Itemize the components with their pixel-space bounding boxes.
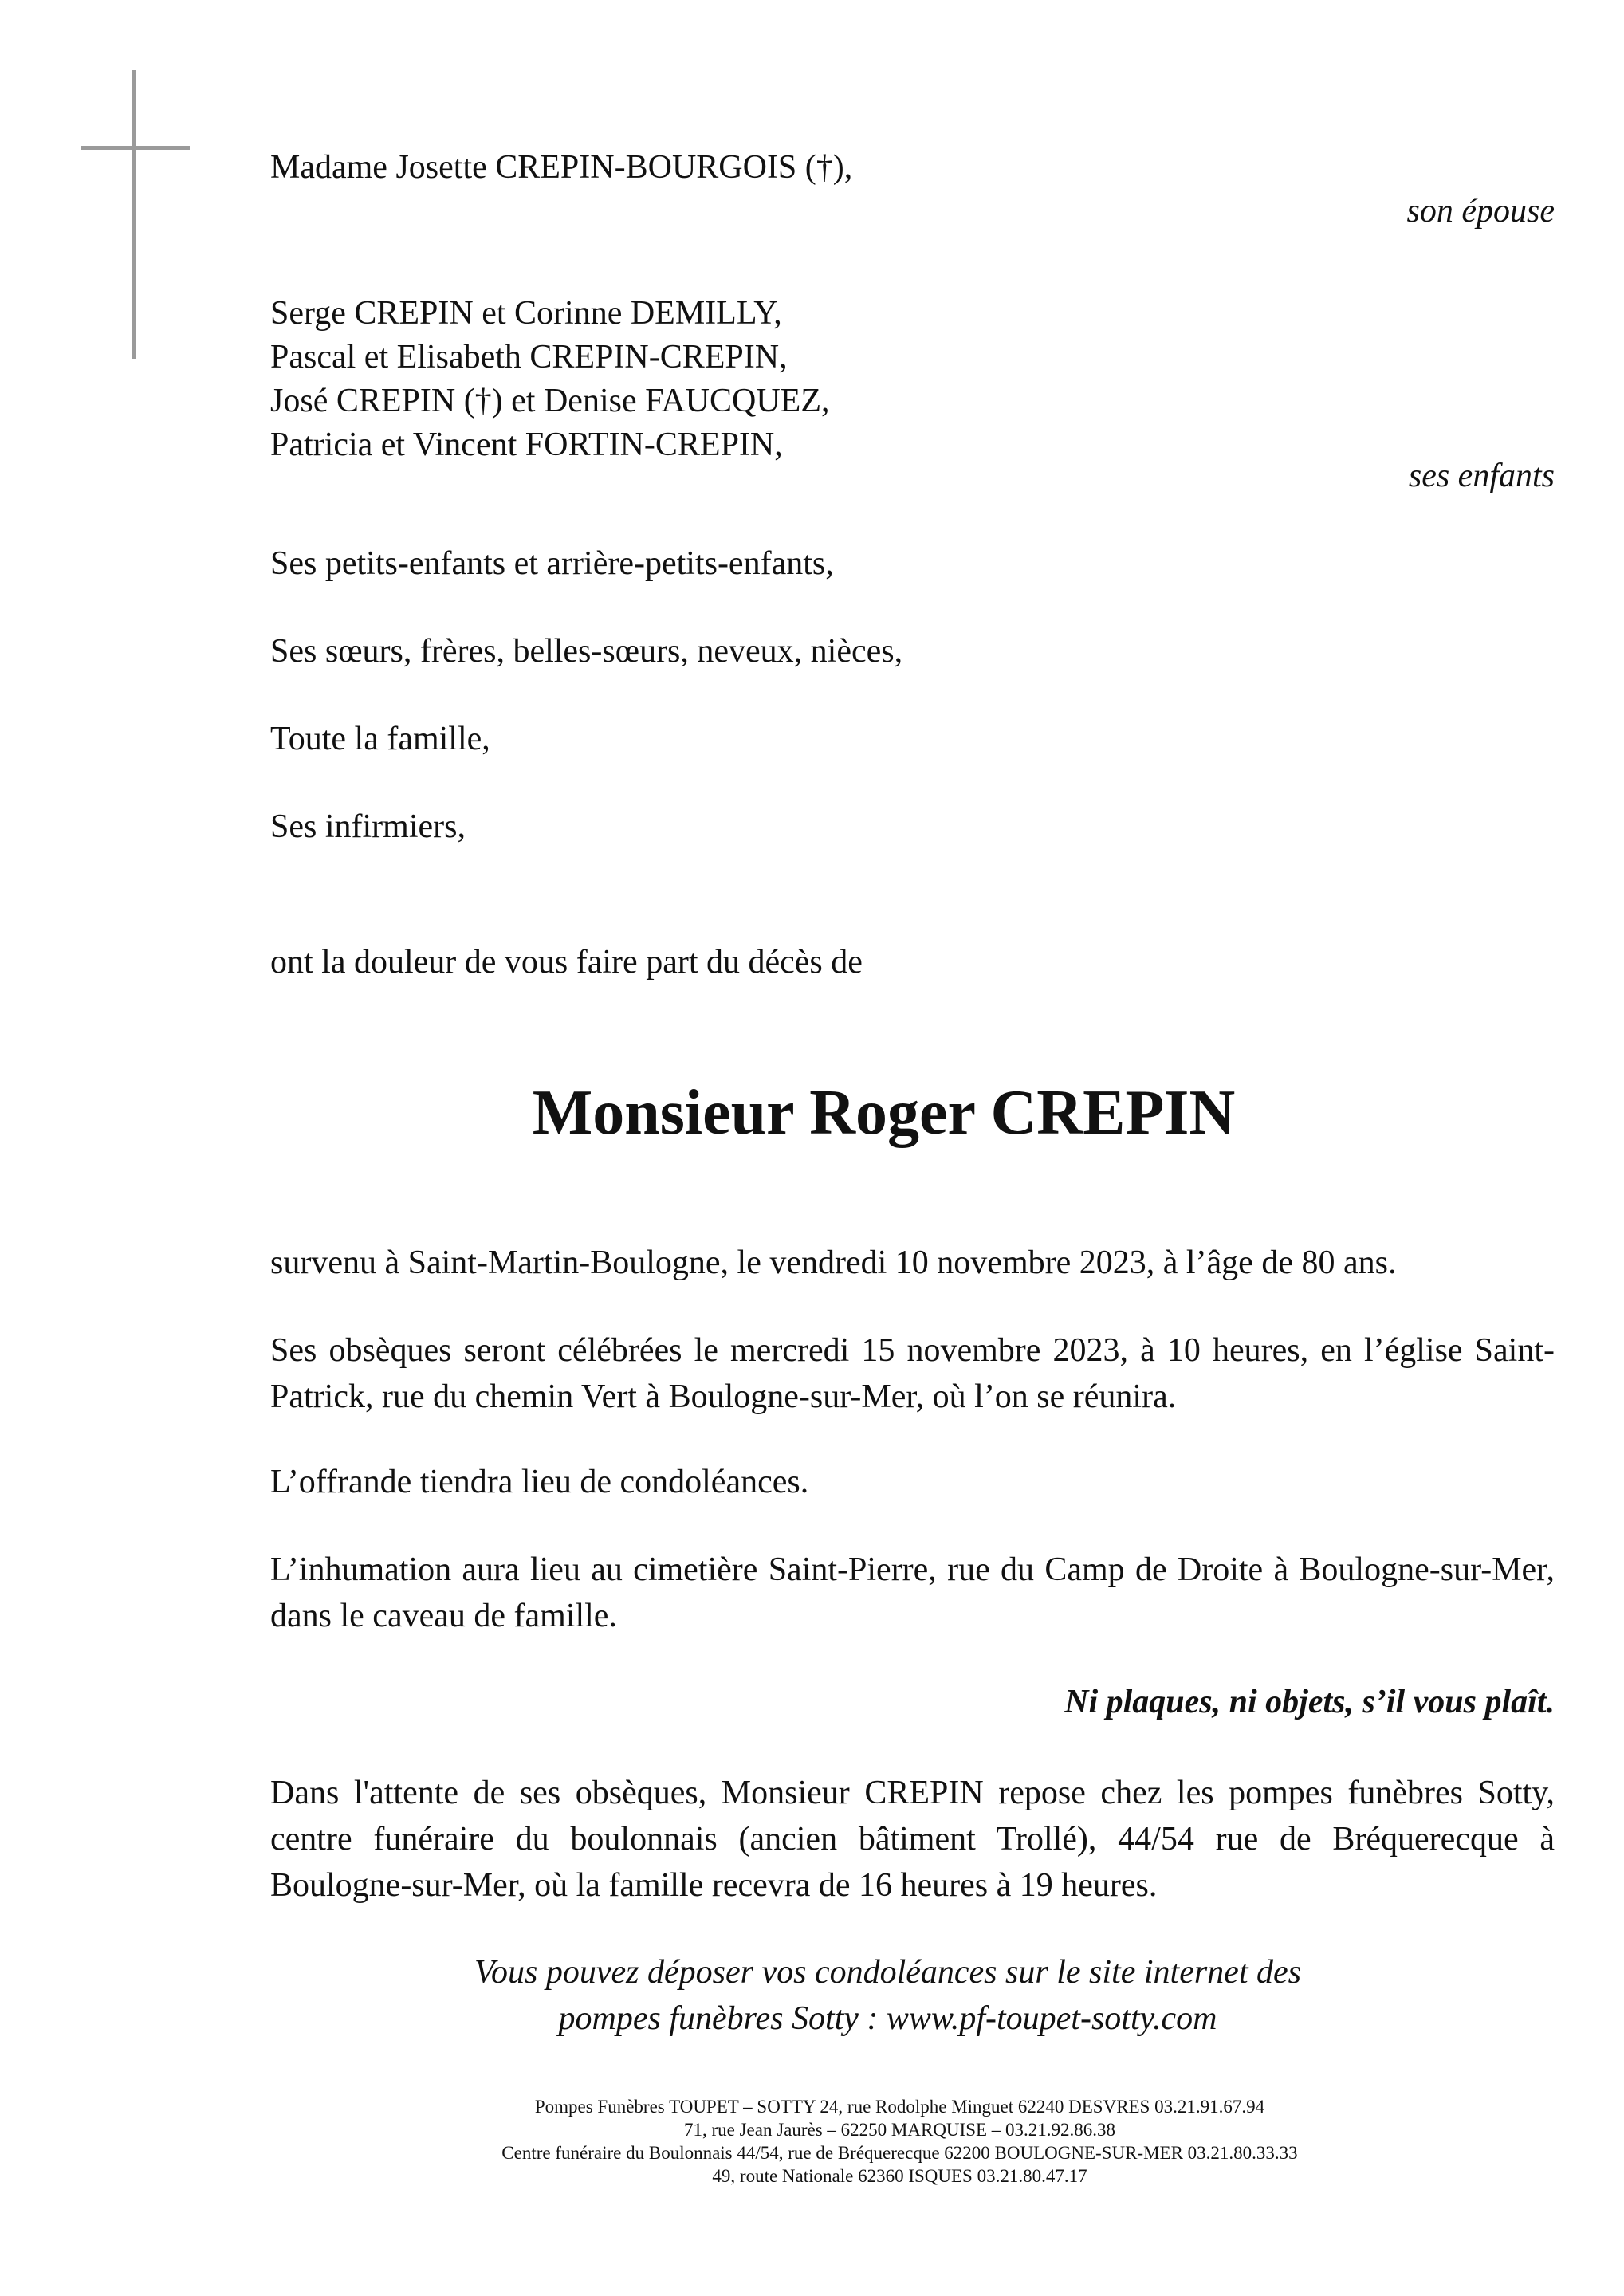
- cross-vertical: [132, 70, 136, 359]
- cross-horizontal: [81, 146, 190, 150]
- footer-line: Pompes Funèbres TOUPET – SOTTY 24, rue Rodolphe Minguet 62240 DESVRES 03.21.91.67.94: [534, 2097, 1265, 2117]
- child-line: Pascal et Elisabeth CREPIN-CREPIN,: [270, 339, 788, 375]
- siblings-line: Ses sœurs, frères, belles-sœurs, neveux, nièces,: [270, 633, 903, 670]
- whole-family-line: Toute la famille,: [270, 721, 490, 757]
- children-relation: ses enfants: [1408, 458, 1555, 494]
- condolences-line-2: pompes funèbres Sotty : www.pf-toupet-sotty.com: [558, 2000, 1217, 2037]
- rest-details: Dans l'attente de ses obsèques, Monsieur CREPIN repose chez les pompes funèbres Sotty, centre funéraire du boulonnais (ancien bâtiment Trollé), 44/54 rue de Bréquerecque à Boulogne-sur-Mer, où la famille recevra de 16 heures à 19 heures.: [270, 1775, 1555, 1904]
- condolences-note: [0, 1949, 1624, 2042]
- announcement: ont la douleur de vous faire part du décès de: [270, 944, 863, 981]
- grandchildren-line: Ses petits-enfants et arrière-petits-enfants,: [270, 545, 834, 582]
- nurses-line: Ses infirmiers,: [270, 808, 466, 845]
- no-plaques-note: Ni plaques, ni objets, s’il vous plaît.: [1064, 1684, 1555, 1720]
- child-line: Patricia et Vincent FORTIN-CREPIN,: [270, 427, 783, 463]
- child-line: Serge CREPIN et Corinne DEMILLY,: [270, 295, 782, 332]
- burial-details: L’inhumation aura lieu au cimetière Saint-Pierre, rue du Camp de Droite à Boulogne-sur-Mer, dans le caveau de famille.: [270, 1551, 1555, 1634]
- footer-line: 71, rue Jean Jaurès – 62250 MARQUISE – 03.21.92.86.38: [683, 2120, 1116, 2140]
- footer-line: 49, route Nationale 62360 ISQUES 03.21.80.47.17: [712, 2166, 1087, 2186]
- offering-note: L’offrande tiendra lieu de condoléances.: [270, 1464, 809, 1500]
- children-list: [270, 292, 830, 467]
- funeral-details: Ses obsèques seront célébrées le mercredi 15 novembre 2023, à 10 heures, en l’église Saint-Patrick, rue du chemin Vert à Boulogne-sur-Mer, où l’on se réunira.: [270, 1332, 1555, 1415]
- funeral-home-footer: [0, 2095, 1624, 2188]
- spouse-relation: son épouse: [1406, 193, 1555, 230]
- spouse-name: Madame Josette CREPIN-BOURGOIS (†),: [270, 149, 853, 186]
- condolences-line-1: Vous pouvez déposer vos condoléances sur le site internet des: [474, 1954, 1301, 1991]
- child-line: José CREPIN (†) et Denise FAUCQUEZ,: [270, 383, 830, 419]
- death-details: survenu à Saint-Martin-Boulogne, le vendredi 10 novembre 2023, à l’âge de 80 ans.: [270, 1244, 1397, 1281]
- deceased-name: Monsieur Roger CREPIN: [532, 1078, 1236, 1148]
- footer-line: Centre funéraire du Boulonnais 44/54, rue de Bréquerecque 62200 BOULOGNE-SUR-MER 03.21.80.33.33: [501, 2143, 1298, 2163]
